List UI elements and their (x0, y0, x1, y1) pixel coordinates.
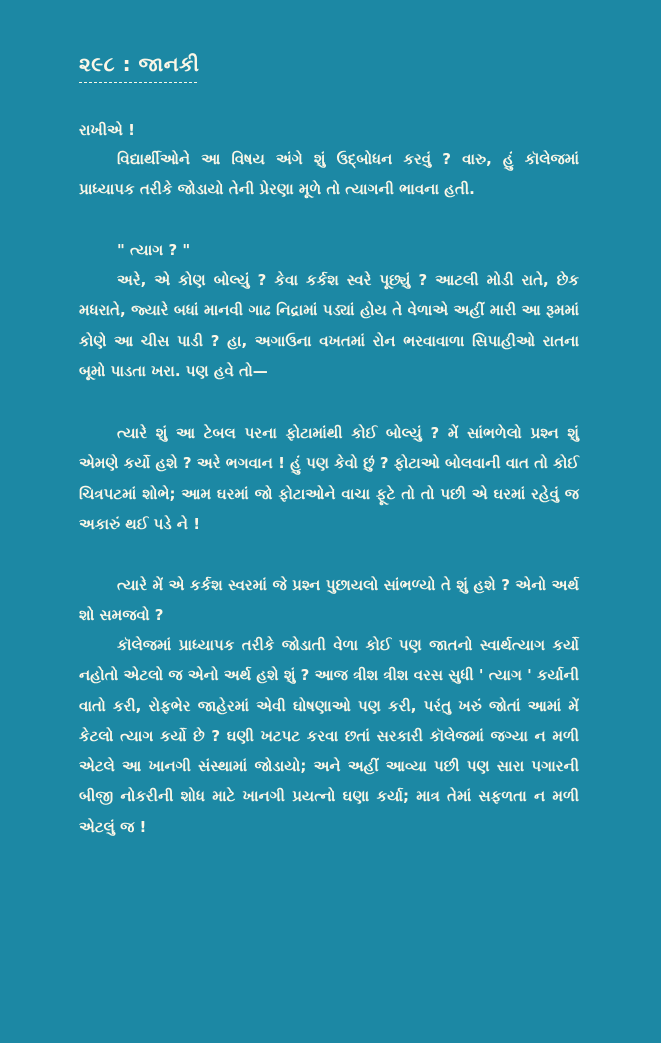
paragraph: અરે, એ કોણ બોલ્યું ? કેવા કર્કશ સ્વરે પૂછ્યું ? આટલી મોડી રાતે, છેક મધરાતે, જ્યારે બધાં માનવી ગાઢ નિદ્રામાં પડ્યાં હોય તે વેળાએ અહીં મારી આ રૂમમાં કોણે આ ચીસ પાડી ? હા, અગાઉના વખતમાં રોન ભરવાવાળા સિપાહીઓ રાતના બૂમો પાડતા ખરા. પણ હવે તો— (79, 271, 579, 380)
page-number: ૨૯૮ (79, 52, 116, 76)
chapter-title: જાનકી (138, 52, 200, 76)
paragraph-continuation: રાખીએ ! (79, 121, 135, 139)
paragraph: ત્યારે મેં એ કર્કશ સ્વરમાં જે પ્રશ્ન પુછાયલો સાંભળ્યો તે શું હશે ? એનો અર્થ શો સમજવો ? (79, 576, 579, 625)
running-header (79, 52, 200, 76)
header-underline (79, 82, 197, 83)
paragraph-quote: " ત્યાગ ? " (117, 241, 191, 259)
header-separator: : (122, 52, 132, 76)
paragraph: કૉલેજમાં પ્રાધ્યાપક તરીકે જોડાતી વેળા કોઈ પણ જાતનો સ્વાર્થત્યાગ કર્યો નહોતો એટલો જ એનો અર્થ હશે શું ? આજ ત્રીશ ત્રીશ વરસ સુધી ' ત્યાગ ' કર્યાની વાતો કરી, રોફભેર જાહેરમાં એવી ઘોષણાઓ પણ કરી, પરંતુ ખરું જોતાં આમાં મેં કેટલો ત્યાગ કર્યો છે ? ઘણી ખટપટ કરવા છતાં સરકારી કૉલેજમાં જગ્યા ન મળી એટલે આ ખાનગી સંસ્થામાં જોડાયો; અને અહીં આવ્યા પછી પણ સારા પગારની બીજી નોકરીની શોધ માટે ખાનગી પ્રયત્નો ઘણા કર્યા; માત્ર તેમાં સફળતા ન મળી એટલું જ ! (79, 636, 579, 836)
paragraph: ત્યારે શું આ ટેબલ પરના ફોટામાંથી કોઈ બોલ્યું ? મેં સાંભળેલો પ્રશ્ન શું એમણે કર્યો હશે ? અરે ભગવાન ! હું પણ કેવો છું ? ફોટાઓ બોલવાની વાત તો કોઈ ચિત્રપટમાં શોભે; આમ ઘરમાં જો ફોટાઓને વાચા ફૂટે તો તો પછી એ ઘરમાં રહેવું જ અકારું થઈ પડે ને ! (79, 424, 579, 533)
paragraph: વિદ્યાર્થીઓને આ વિષય અંગે શું ઉદ્બોધન કરવું ? વારુ, હું કૉલેજમાં પ્રાધ્યાપક તરીકે જોડાયો તેની પ્રેરણા મૂળે તો ત્યાગની ભાવના હતી. (79, 150, 579, 199)
